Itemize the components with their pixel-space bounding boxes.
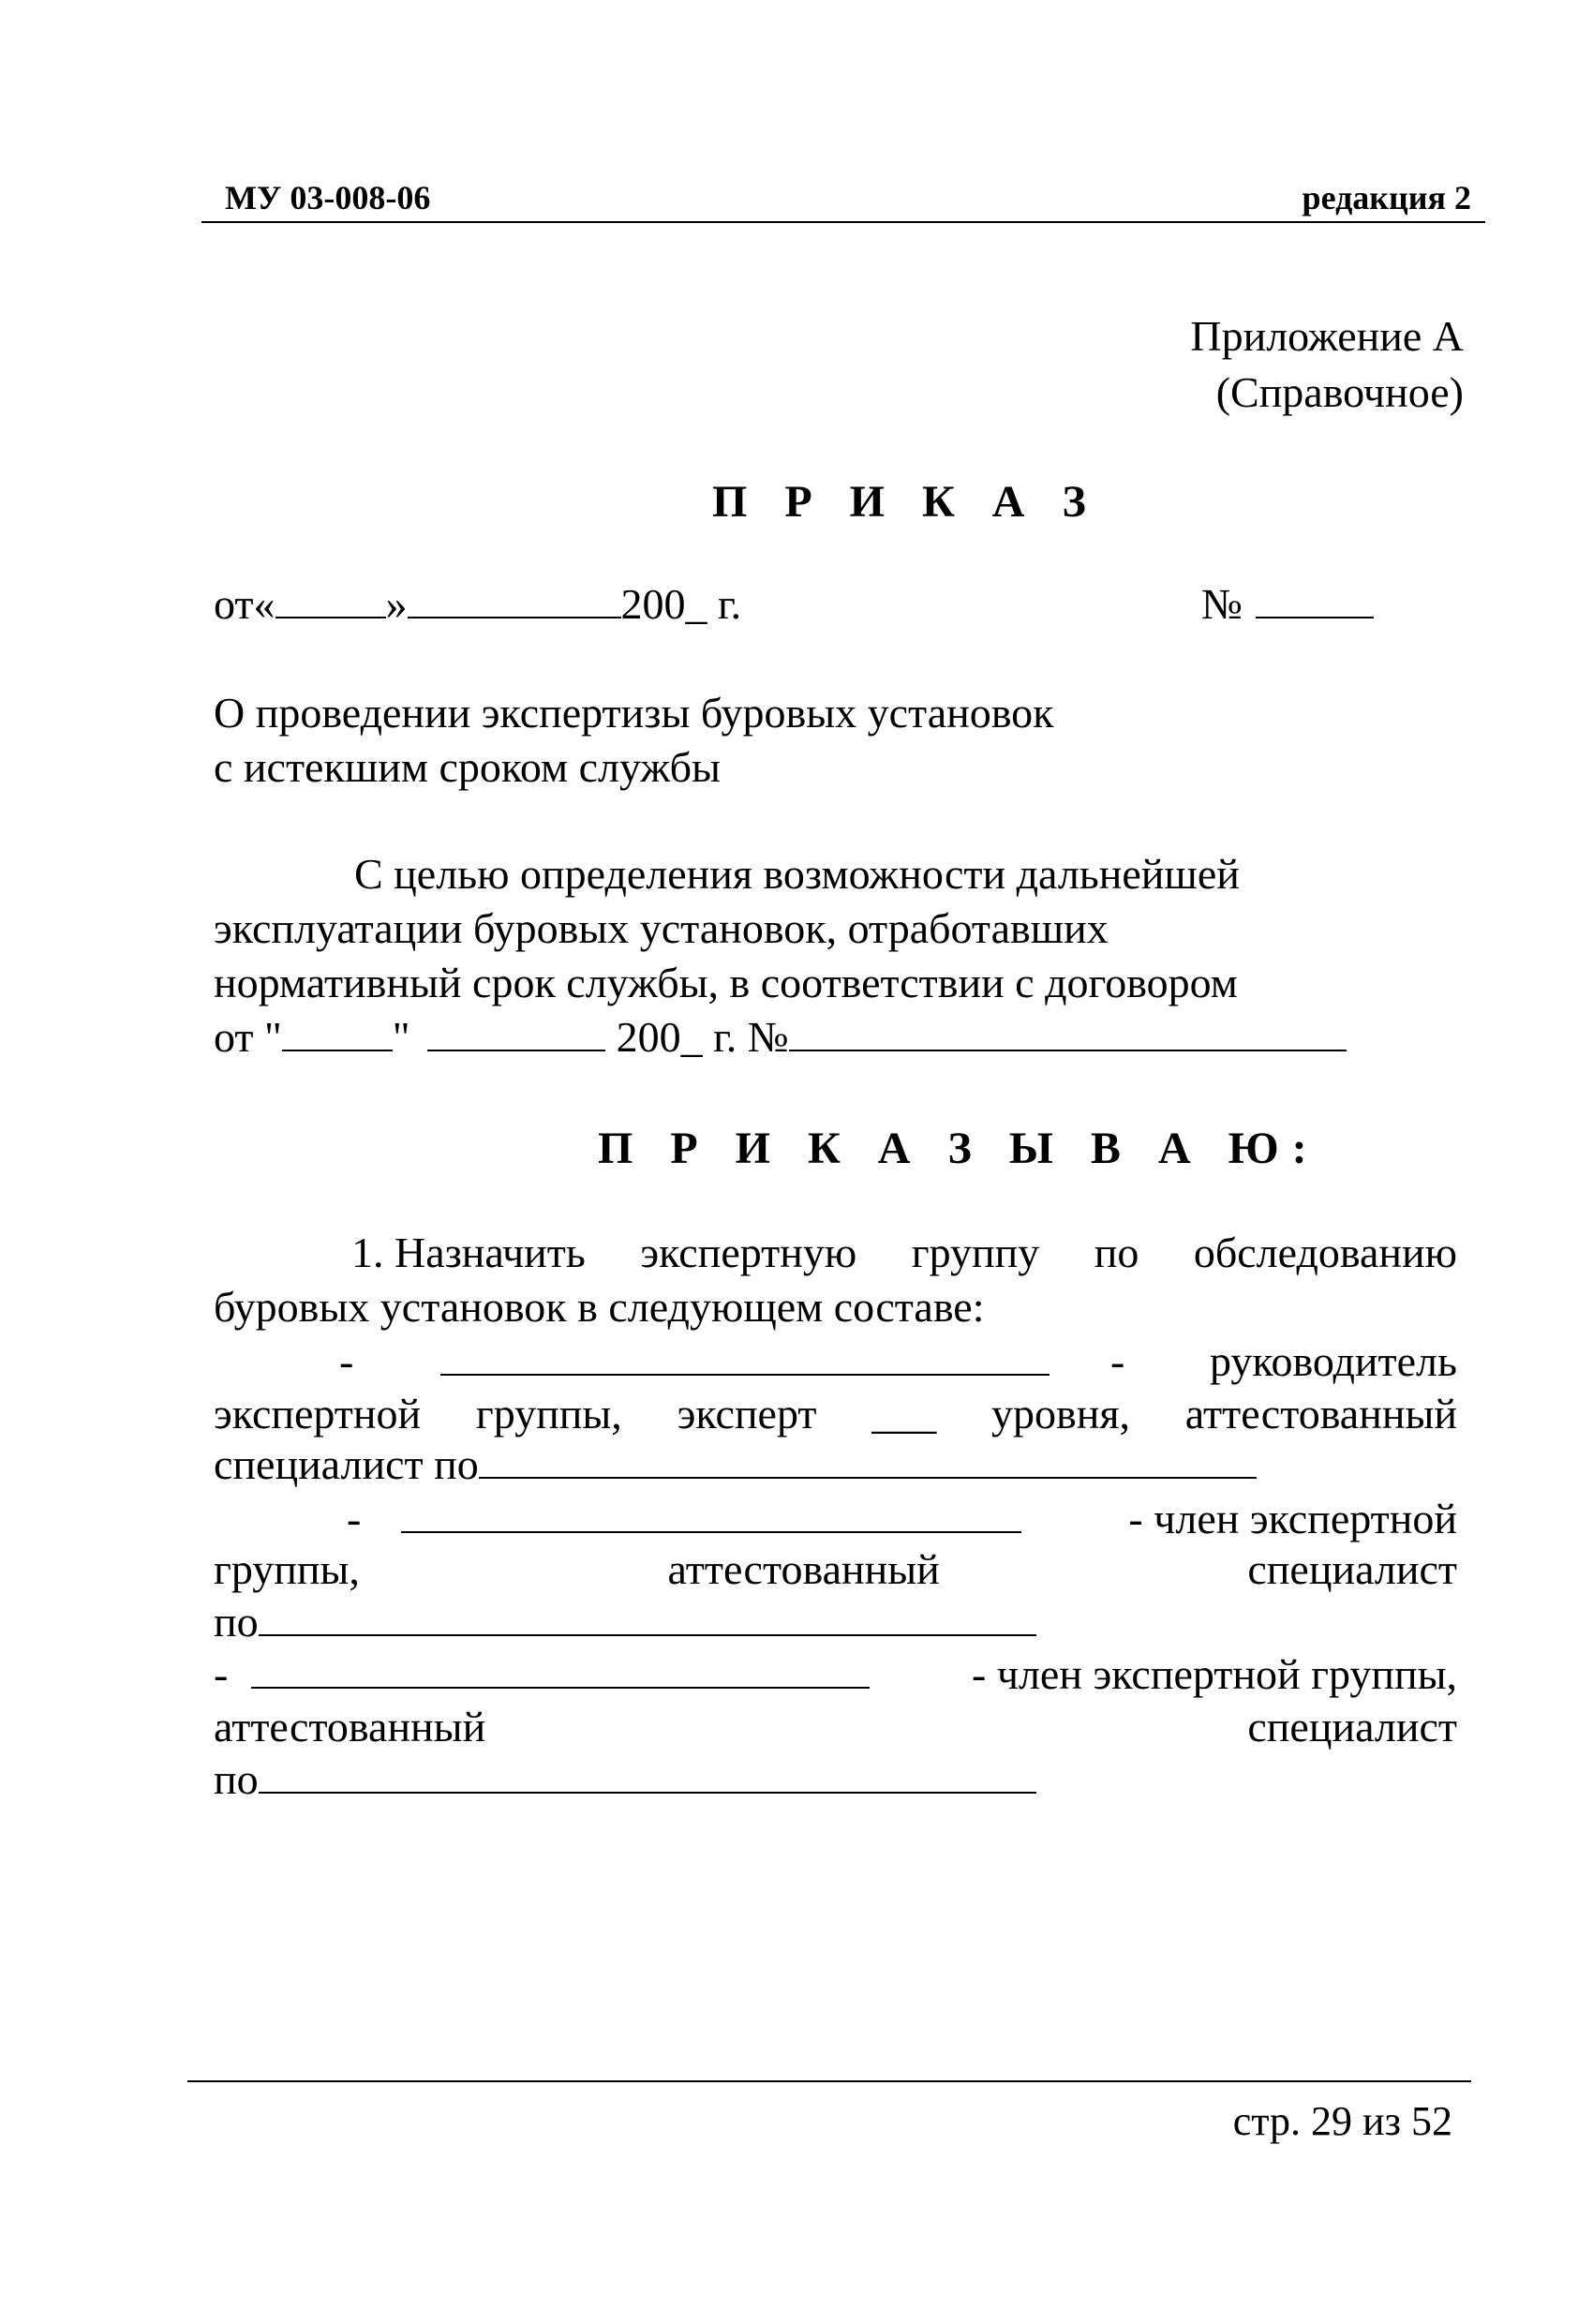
member3-role: - член экспертной группы,	[972, 1650, 1457, 1698]
member3-name-blank	[251, 1653, 870, 1689]
member1-word: экспертной	[214, 1390, 422, 1438]
member1-word: аттестованный	[1184, 1390, 1457, 1438]
member1-dash: -	[339, 1337, 354, 1385]
member3-line-2	[214, 1703, 1457, 1750]
member2-word: специалист	[1247, 1545, 1457, 1593]
member1-line-3	[214, 1440, 1257, 1488]
preamble-line-4	[214, 1013, 1347, 1061]
member3-line-3	[214, 1755, 1036, 1803]
member2-dash: -	[347, 1495, 362, 1542]
member3-word: аттестованный	[214, 1703, 486, 1750]
preamble-line-3: нормативный срок службы, в соответствии с договором	[214, 959, 1238, 1006]
item1-word: по	[1094, 1229, 1139, 1276]
member2-role: - член экспертной	[1128, 1495, 1457, 1542]
document-code: МУ 03-008-06	[225, 179, 431, 216]
member1-word: эксперт	[677, 1390, 817, 1438]
day-blank	[275, 583, 386, 618]
item1-word: группу	[911, 1229, 1040, 1276]
member2-specialty-blank	[259, 1601, 1036, 1636]
item1-word: обследованию	[1193, 1229, 1457, 1276]
directive-title: П Р И К А З Ы В А Ю:	[598, 1124, 1320, 1173]
number-blank	[1256, 583, 1374, 618]
member1-word: группы,	[475, 1390, 622, 1438]
member1-specialty-blank	[479, 1443, 1257, 1479]
order-date-line	[214, 580, 742, 628]
contract-day-blank	[282, 1016, 393, 1051]
appendix-type: (Справочное)	[1215, 368, 1464, 416]
member1-dash-2: -	[1110, 1337, 1125, 1385]
month-blank	[408, 583, 621, 618]
member2-name-blank	[401, 1497, 1021, 1533]
page-number: стр. 29 из 52	[1232, 2098, 1452, 2144]
date-mid: »	[385, 580, 408, 628]
member1-line-2	[214, 1390, 1457, 1438]
appendix-title: Приложение А	[1190, 312, 1464, 360]
date-prefix: от«	[214, 580, 275, 628]
item1-word: экспертную	[640, 1229, 857, 1276]
member1-word: уровня,	[991, 1390, 1131, 1438]
member3-specialty-label: по	[214, 1755, 259, 1803]
member3-word: специалист	[1247, 1703, 1457, 1750]
item1-word: 1. Назначить	[351, 1229, 586, 1276]
order-title: П Р И К А З	[712, 477, 1099, 527]
item1-line-1	[351, 1231, 1457, 1274]
footer-rule	[187, 2080, 1471, 2082]
member2-line-2	[214, 1545, 1457, 1593]
order-number-line	[1201, 580, 1374, 628]
member3-specialty-blank	[259, 1758, 1036, 1794]
member2-word: аттестованный	[667, 1545, 940, 1593]
member1-role: руководитель	[1210, 1337, 1457, 1385]
member3-dash: -	[214, 1650, 229, 1698]
member1-specialty-label: специалист по	[214, 1440, 479, 1488]
member2-specialty-label: по	[214, 1598, 259, 1646]
number-label: №	[1201, 580, 1243, 628]
subject-line-1: О проведении экспертизы буровых установок	[214, 689, 1054, 737]
member2-word: группы,	[214, 1545, 360, 1593]
subject-line-2: с истекшим сроком службы	[214, 743, 721, 791]
preamble-line-2: эксплуатации буровых установок, отработавших	[214, 904, 1109, 952]
contract-month-blank	[427, 1016, 605, 1051]
item1-line-2: буровых установок в следующем составе:	[214, 1283, 985, 1331]
member1-name-blank	[440, 1340, 1050, 1376]
contract-date-quote: "	[392, 1013, 410, 1061]
member2-line-3	[214, 1598, 1036, 1646]
date-year: 200_ г.	[620, 580, 742, 628]
contract-number-blank	[789, 1016, 1347, 1051]
header-rule	[201, 221, 1485, 223]
contract-year-number: 200_ г. №	[616, 1013, 789, 1061]
preamble-line-1: С целью определения возможности дальнейшей	[354, 850, 1240, 898]
member1-word: ___	[871, 1390, 937, 1438]
edition-label: редакция 2	[1302, 179, 1471, 216]
contract-date-prefix: от "	[214, 1013, 282, 1061]
